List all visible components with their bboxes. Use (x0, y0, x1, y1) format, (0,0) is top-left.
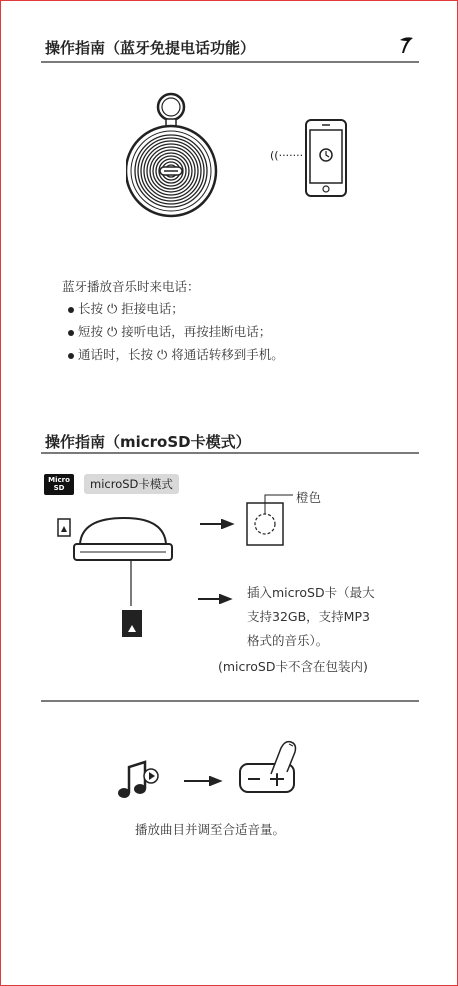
power-icon: ⏻ (107, 325, 118, 340)
arrow-right-icon (198, 594, 234, 604)
bullet-dot (68, 330, 74, 336)
arrow-right-icon (184, 776, 224, 786)
music-note-icon (116, 759, 161, 801)
bullet-item (68, 322, 271, 340)
play-caption: 播放曲目并调至合适音量。 (135, 822, 286, 837)
bullet-dot (68, 353, 74, 359)
mode-tag: microSD卡模式 (84, 474, 179, 494)
insert-text-line: 支持32GB，支持MP3 (247, 609, 370, 624)
bullet-item (68, 299, 184, 317)
insert-text-line: 插入microSD卡（最大 (247, 585, 375, 600)
bullet-text-pre: 长按 (78, 301, 104, 316)
led-color-label: 橙色 (296, 490, 322, 505)
bluetooth-signal-text: ((······· (270, 149, 304, 162)
phone-icon (305, 119, 347, 197)
bullet-dot (68, 307, 74, 313)
power-icon: ⏻ (157, 348, 168, 363)
insert-text-line: 格式的音乐）。 (247, 633, 329, 648)
section1-title: 操作指南（蓝牙免提电话功能） (45, 39, 256, 57)
bullet-text-post: 接听电话，再按挂断电话； (121, 324, 272, 339)
section2-divider (41, 452, 419, 454)
bullet-text-pre: 通话时，长按 (78, 347, 154, 362)
section3-divider (41, 700, 419, 702)
card-slot-illustration (56, 506, 191, 641)
speaker-icon (126, 91, 226, 221)
arrow-right-icon (200, 519, 236, 529)
card-not-included-note: (microSD卡不含在包装内) (218, 659, 368, 674)
power-icon: ⏻ (107, 302, 118, 317)
brand-logo-icon (397, 35, 415, 55)
led-indicator-illustration (245, 489, 297, 547)
bullet-text-pre: 短按 (78, 324, 104, 339)
bullet-text-post: 将通话转移到手机。 (171, 347, 284, 362)
bullet-text-post: 拒接电话； (121, 301, 184, 316)
section2-title: 操作指南（microSD卡模式） (45, 433, 251, 451)
bullet-item (68, 345, 284, 363)
call-intro-text: 蓝牙播放音乐时来电话： (62, 279, 200, 294)
section1-divider (41, 61, 419, 63)
volume-buttons-icon (237, 736, 307, 796)
microsd-logo-icon: Micro SD (44, 474, 74, 495)
